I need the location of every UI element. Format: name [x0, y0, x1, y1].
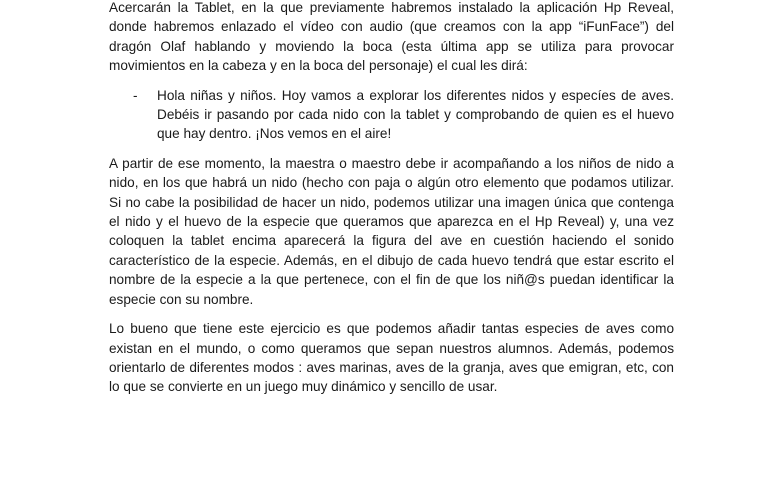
paragraph-procedure: A partir de ese momento, la maestra o maestro debe ir acompañando a los niños de nido a nido, en los que habrá un nido (hecho con paja o algún otro elemento que podamos utilizar. Si no cabe la posibilidad de hacer un nido, podemos utilizar una imagen única que contenga el nido y el huevo de la especie que queramos que aparezca en el Hp Reveal) y, una vez coloquen la tablet encima aparecerá la figura del ave en cuestión haciendo el sonido característico de la especie. Además, en el dibujo de cada huevo tendrá que estar escrito el nombre de la especie a la que pertenece, con el fin de que los niñ@s puedan identificar la especie con su nombre.: [109, 155, 674, 307]
paragraph-intro: Acercarán la Tablet, en la que previamente habremos instalado la aplicación Hp Reveal, donde habremos enlazado el vídeo con audio (que creamos con la app “iFunFace”) del dragón Olaf hablando y moviendo la boca (esta última app se utiliza para provocar movimientos en la cabeza y en la boca del personaje) el cual les dirá:: [109, 0, 674, 74]
bullet-item: [109, 86, 674, 144]
bullet-marker: -: [133, 87, 138, 103]
paragraph-conclusion: Lo bueno que tiene este ejercicio es que podemos añadir tantas especies de aves como existan en el mundo, o como queramos que sepan nuestros alumnos. Además, podemos orientarlo de diferentes modos : aves marinas, aves de la granja, aves que emigran, etc, con lo que se convierte en un juego muy dinámico y sencillo de usar.: [109, 321, 674, 395]
document-page: [109, 0, 674, 397]
bullet-text: Hola niñas y niños. Hoy vamos a explorar los diferentes nidos y especíes de aves. Debéis ir pasando por cada nido con la tablet y comprobando de quien es el huevo que hay dentro. ¡Nos vemos en el aire!: [157, 87, 674, 142]
